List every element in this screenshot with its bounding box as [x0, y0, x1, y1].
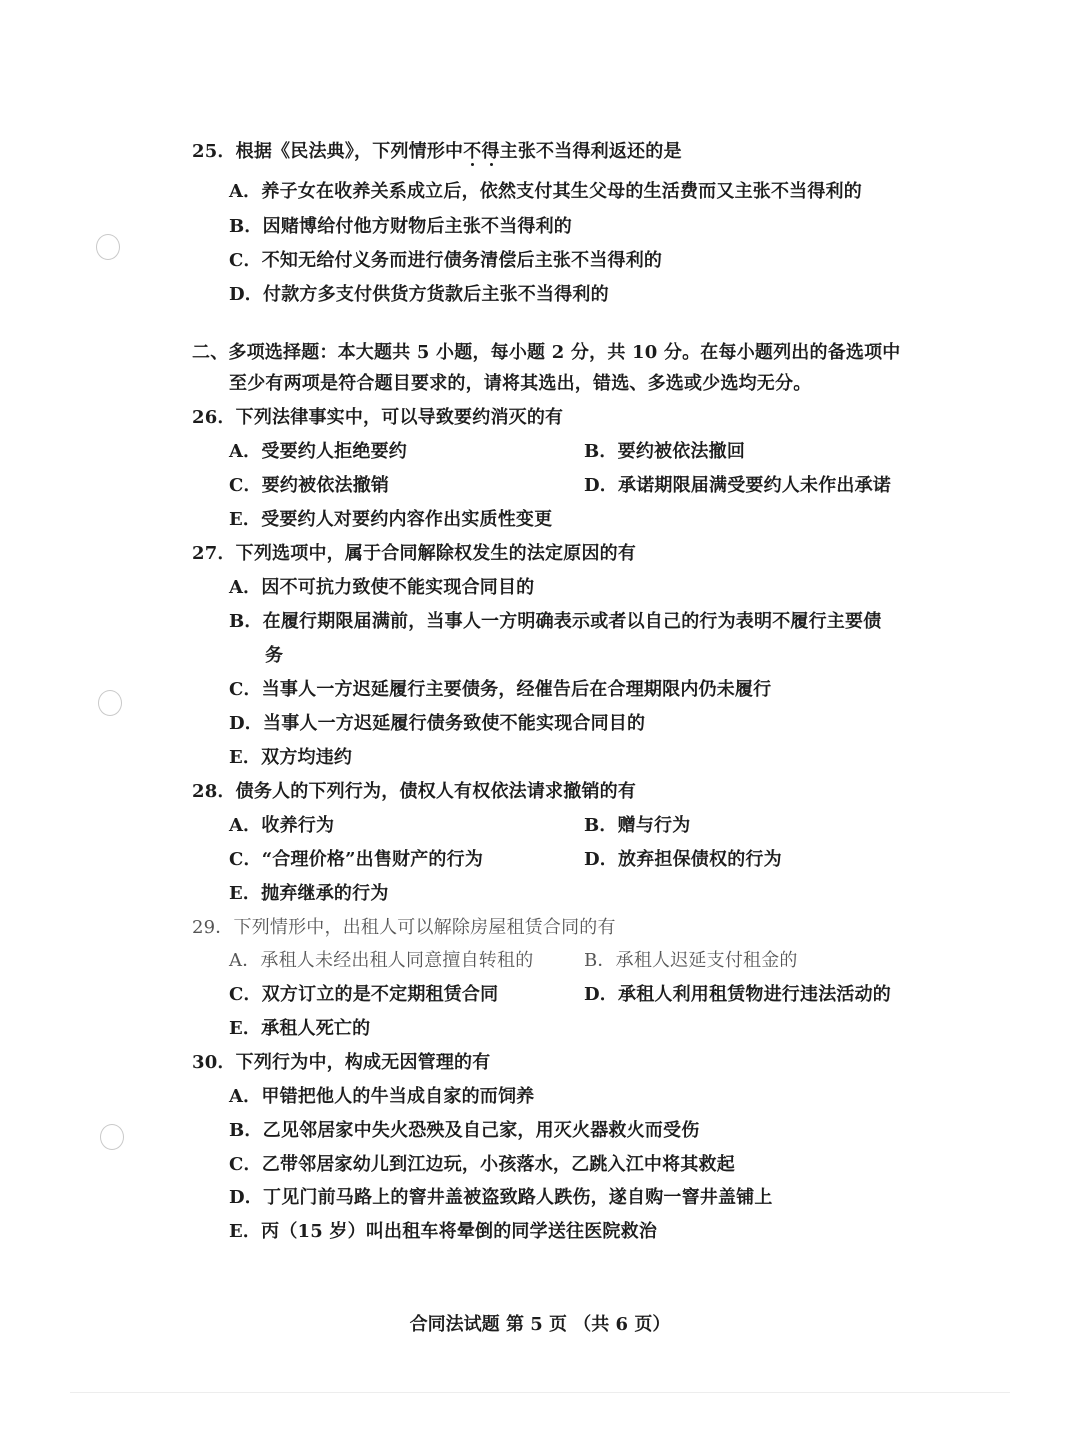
question-29-stem: 29．下列情形中，出租人可以解除房屋租赁合同的有 — [192, 917, 616, 938]
question-26-option-a: A．受要约人拒绝要约 — [229, 441, 407, 462]
question-26-option-c: C．要约被依法撤销 — [229, 475, 390, 496]
question-30-option-c: C．乙带邻居家幼儿到江边玩，小孩落水，乙跳入江中将其救起 — [229, 1154, 735, 1175]
question-28-option-c: C．“合理价格”出售财产的行为 — [229, 849, 484, 870]
question-29-option-b: B．承租人迟延支付租金的 — [584, 950, 798, 971]
question-27-option-e: E．双方均违约 — [229, 747, 353, 768]
question-30-option-b: B．乙见邻居家中失火恐殃及自己家，用灭火器救火而受伤 — [229, 1120, 700, 1141]
question-27-option-b: B．在履行期限届满前，当事人一方明确表示或者以自己的行为表明不履行主要债 — [229, 611, 882, 632]
question-27-stem: 27．下列选项中，属于合同解除权发生的法定原因的有 — [192, 543, 637, 564]
question-25-stem: 25．根据《民法典》，下列情形中不得主张不当得利返还的是 — [192, 141, 682, 162]
question-30-option-a: A．甲错把他人的牛当成自家的而饲养 — [229, 1086, 535, 1107]
question-28-stem: 28．债务人的下列行为，债权人有权依法请求撤销的有 — [192, 781, 637, 802]
question-29-option-a: A．承租人未经出租人同意擅自转租的 — [229, 950, 534, 971]
question-25-option-d: D．付款方多支付供货方货款后主张不当得利的 — [229, 284, 609, 305]
emphasis-char: 不 — [463, 141, 482, 162]
scan-edge-line — [70, 1392, 1010, 1393]
question-27-option-b-continued: 务 — [265, 645, 284, 666]
question-25-option-a: A．养子女在收养关系成立后，依然支付其生父母的生活费而又主张不当得利的 — [229, 181, 862, 202]
question-25-option-b: B．因赌博给付他方财物后主张不当得利的 — [229, 216, 573, 237]
question-26-option-b: B．要约被依法撤回 — [584, 441, 746, 462]
question-26-stem: 26．下列法律事实中，可以导致要约消灭的有 — [192, 407, 564, 428]
question-30-option-d: D．丁见门前马路上的窨井盖被盗致路人跌伤，遂自购一窨井盖铺上 — [229, 1187, 773, 1208]
binder-hole-middle — [98, 690, 122, 716]
question-26-option-d: D．承诺期限届满受要约人未作出承诺 — [584, 475, 892, 496]
question-28-option-d: D．放弃担保债权的行为 — [584, 849, 782, 870]
question-26-option-e: E．受要约人对要约内容作出实质性变更 — [229, 509, 553, 530]
question-25-option-c: C．不知无给付义务而进行债务清偿后主张不当得利的 — [229, 250, 663, 271]
section-2-instructions-line2: 至少有两项是符合题目要求的，请将其选出，错选、多选或少选均无分。 — [229, 373, 812, 394]
question-29-option-e: E．承租人死亡的 — [229, 1018, 371, 1039]
question-30-option-e: E．丙（15 岁）叫出租车将晕倒的同学送往医院救治 — [229, 1221, 658, 1242]
question-29-option-d: D．承租人利用租赁物进行违法活动的 — [584, 984, 892, 1005]
question-30-stem: 30．下列行为中，构成无因管理的有 — [192, 1052, 491, 1073]
question-29-option-c: C．双方订立的是不定期租赁合同 — [229, 984, 499, 1005]
emphasis-char: 得 — [481, 141, 500, 162]
question-27-option-d: D．当事人一方迟延履行债务致使不能实现合同目的 — [229, 713, 646, 734]
binder-hole-bottom — [100, 1124, 124, 1150]
question-28-option-e: E．抛弃继承的行为 — [229, 883, 389, 904]
question-27-option-a: A．因不可抗力致使不能实现合同目的 — [229, 577, 535, 598]
binder-hole-top — [96, 234, 120, 260]
section-2-instructions-line1: 二、多项选择题：本大题共 5 小题，每小题 2 分，共 10 分。在每小题列出的备选项中 — [192, 342, 901, 363]
question-28-option-b: B．赠与行为 — [584, 815, 691, 836]
page-footer: 合同法试题 第 5 页 （共 6 页） — [409, 1314, 671, 1335]
question-27-option-c: C．当事人一方迟延履行主要债务，经催告后在合理期限内仍未履行 — [229, 679, 772, 700]
question-28-option-a: A．收养行为 — [229, 815, 335, 836]
